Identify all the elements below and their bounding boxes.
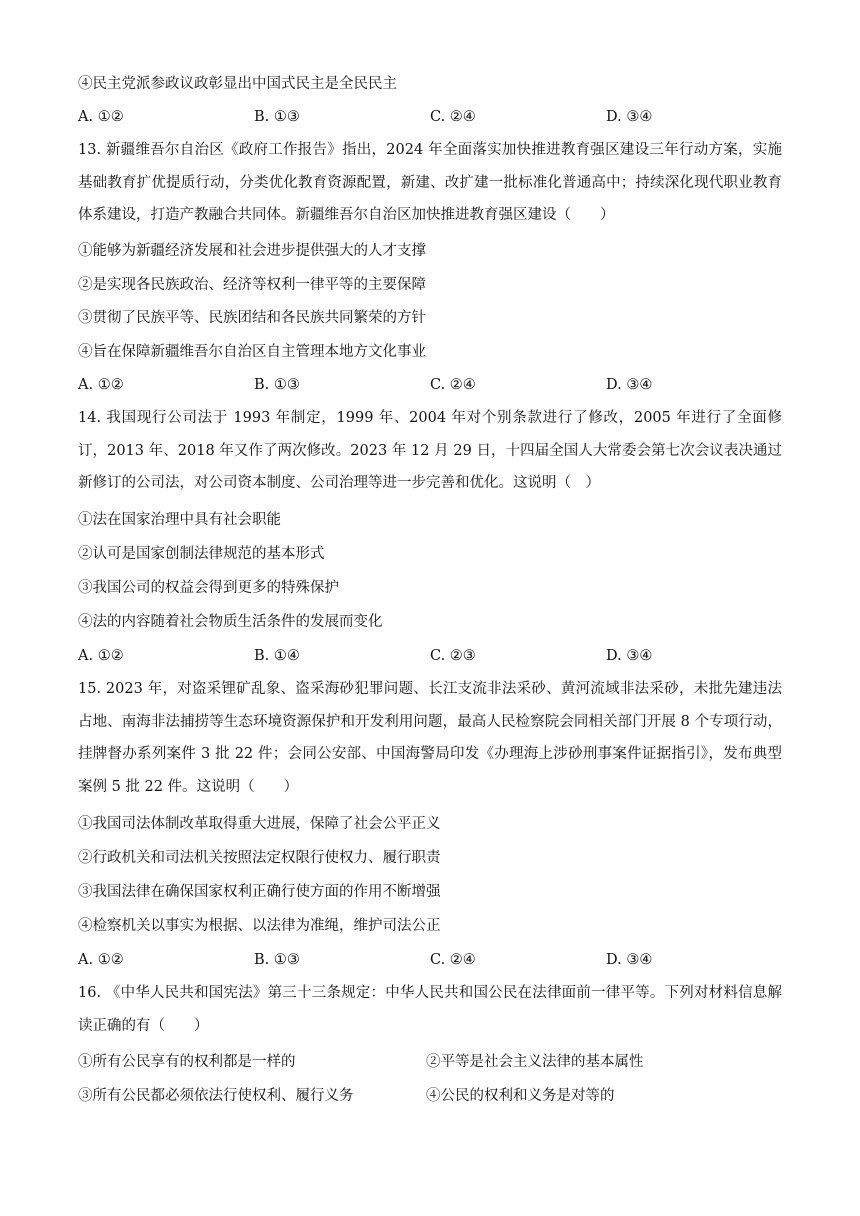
q14-option-c: C. ②③ [430, 648, 476, 664]
q14-item-4: ④法的内容随着社会物质生活条件的发展而变化 [78, 614, 383, 630]
q12-options [78, 107, 782, 127]
q15-item-1: ①我国司法体制改革取得重大进展，保障了社会公平正义 [78, 816, 441, 832]
q15-option-b: B. ①③ [254, 952, 300, 968]
q13-item-2: ②是实现各民族政治、经济等权利一律平等的主要保障 [78, 277, 426, 293]
q13-stem: 13. 新疆维吾尔自治区《政府工作报告》指出，2024 年全面落实加快推进教育强区建设三年行动方案，实施基础教育扩优提质行动，分类优化教育资源配置，新建、改扩建一批标准化普通高中；持续深化现代职业教育体系建设，打造产教融合共同体。新疆维吾尔自治区加快推进教育强区建设（ ） [78, 142, 782, 223]
q14-options [78, 646, 782, 666]
q13-item-3: ③贯彻了民族平等、民族团结和各民族共同繁荣的方针 [78, 310, 426, 326]
q14-option-d: D. ③④ [606, 648, 653, 664]
q14-stem: 14. 我国现行公司法于 1993 年制定，1999 年、2004 年对个别条款进行了修改，2005 年进行了全面修订，2013 年、2018 年又作了两次修改。2023 年 12 月 29 日，十四届全国人大常委会第七次会议表决通过新修订的公司法，对公司资本制度、公司治理等进一步完善和优化。这说明（ ） [78, 410, 782, 491]
q13-option-b: B. ①③ [254, 377, 300, 393]
q13-options [78, 375, 782, 395]
q14-item-3: ③我国公司的权益会得到更多的特殊保护 [78, 580, 339, 596]
q15-item-3: ③我国法律在确保国家权利正确行使方面的作用不断增强 [78, 884, 441, 900]
q16-item-1: ①所有公民享有的权利都是一样的 [78, 1054, 296, 1070]
q12-option-d: D. ③④ [606, 109, 653, 125]
q14-option-b: B. ①④ [254, 648, 300, 664]
q15-options [78, 950, 782, 970]
q16-stem: 16. 《中华人民共和国宪法》第三十三条规定：中华人民共和国公民在法律面前一律平等。下列对材料信息解读正确的有（ ） [78, 985, 782, 1034]
q16-item-3: ③所有公民都必须依法行使权利、履行义务 [78, 1088, 354, 1104]
q15-stem: 15. 2023 年，对盗采锂矿乱象、盗采海砂犯罪问题、长江支流非法采砂、黄河流域非法采砂，未批先建违法占地、南海非法捕捞等生态环境资源保护和开发利用问题，最高人民检察院会同相关部门开展 8 个专项行动，挂牌督办系列案件 3 批 22 件；会同公安部、中国海警局印发《办理海上涉砂刑事案件证据指引》，发布典型案例 5 批 22 件。这说明（ ） [78, 681, 782, 795]
q12-option-a: A. ①② [78, 109, 124, 125]
q15-option-a: A. ①② [78, 952, 124, 968]
q14-item-1: ①法在国家治理中具有社会职能 [78, 512, 281, 528]
q16-item-4: ④公民的权利和义务是对等的 [426, 1088, 615, 1104]
q15-item-4: ④检察机关以事实为根据、以法律为准绳，维护司法公正 [78, 918, 441, 934]
q12-option-b: B. ①③ [254, 109, 300, 125]
q14-item-2: ②认可是国家创制法律规范的基本形式 [78, 546, 325, 562]
q14-option-a: A. ①② [78, 648, 124, 664]
q13-option-c: C. ②④ [430, 377, 476, 393]
q12-option-c: C. ②④ [430, 109, 476, 125]
q13-option-a: A. ①② [78, 377, 124, 393]
q13-item-1: ①能够为新疆经济发展和社会进步提供强大的人才支撑 [78, 243, 426, 259]
q15-option-d: D. ③④ [606, 952, 653, 968]
q12-item-4: ④民主党派参政议政彰显出中国式民主是全民民主 [78, 76, 397, 92]
q13-option-d: D. ③④ [606, 377, 653, 393]
q15-item-2: ②行政机关和司法机关按照法定权限行使权力、履行职责 [78, 850, 441, 866]
q15-option-c: C. ②④ [430, 952, 476, 968]
q13-item-4: ④旨在保障新疆维吾尔自治区自主管理本地方文化事业 [78, 344, 426, 360]
q16-item-2: ②平等是社会主义法律的基本属性 [426, 1054, 644, 1070]
